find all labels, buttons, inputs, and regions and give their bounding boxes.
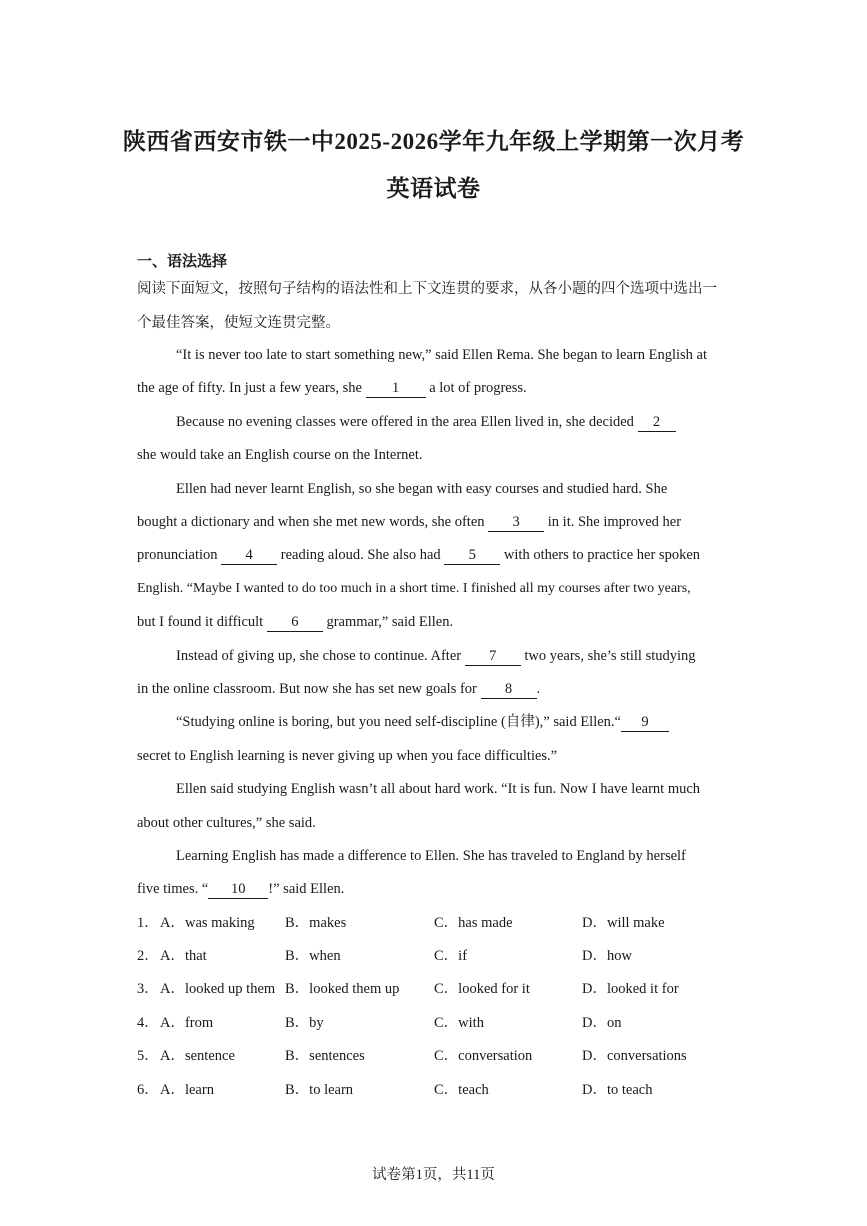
passage-line bbox=[176, 412, 730, 432]
option-a[interactable]: A．sentence bbox=[160, 1048, 235, 1064]
passage-line bbox=[176, 712, 730, 732]
option-a[interactable]: A．that bbox=[160, 948, 207, 964]
passage-line bbox=[137, 512, 730, 532]
passage-line: “It is never too late to start something new,” said Ellen Rema. She began to learn English at bbox=[176, 347, 707, 363]
option-a[interactable]: A．looked up them bbox=[160, 981, 276, 997]
blank-3: 3 bbox=[488, 514, 544, 532]
passage-line bbox=[176, 646, 730, 666]
passage-text: Because no evening classes were offered in the area Ellen lived in, she decided bbox=[176, 414, 634, 430]
page-footer: 试卷第1页，共11页 bbox=[372, 1167, 495, 1183]
option-c[interactable]: C．conversation bbox=[434, 1048, 533, 1064]
instruction-line-2: 个最佳答案，使短文连贯完整。 bbox=[137, 315, 340, 331]
question-row bbox=[137, 979, 730, 999]
option-b[interactable]: B．sentences bbox=[285, 1048, 365, 1064]
blank-5: 5 bbox=[444, 547, 500, 565]
passage-text: reading aloud. She also had bbox=[280, 547, 441, 563]
blank-4: 4 bbox=[221, 547, 277, 565]
instruction-line-1: 阅读下面短文，按照句子结构的语法性和上下文连贯的要求，从各小题的四个选项中选出一 bbox=[137, 281, 717, 297]
passage-text: grammar,” said Ellen. bbox=[326, 614, 454, 630]
question-number: 2． bbox=[137, 948, 159, 964]
passage-line: Learning English has made a difference to Ellen. She has traveled to England by herself bbox=[176, 848, 686, 864]
blank-1: 1 bbox=[366, 380, 426, 398]
question-row bbox=[137, 946, 730, 966]
blank-10: 10 bbox=[208, 881, 268, 899]
passage-text: in it. She improved her bbox=[547, 514, 682, 530]
passage-text: with others to practice her spoken bbox=[503, 547, 701, 563]
passage-line bbox=[137, 612, 730, 632]
option-c[interactable]: C．with bbox=[434, 1015, 484, 1031]
question-number: 5． bbox=[137, 1048, 159, 1064]
passage-line: Ellen had never learnt English, so she began with easy courses and studied hard. She bbox=[176, 481, 668, 497]
blank-7: 7 bbox=[465, 648, 521, 666]
passage-line: Ellen said studying English wasn’t all about hard work. “It is fun. Now I have learnt much bbox=[176, 781, 701, 797]
question-number: 3． bbox=[137, 981, 159, 997]
passage-text: bought a dictionary and when she met new words, she often bbox=[137, 514, 485, 530]
passage-line bbox=[137, 879, 730, 899]
passage-text: two years, she’s still studying bbox=[524, 648, 696, 664]
question-number: 6． bbox=[137, 1082, 159, 1098]
option-d[interactable]: D．conversations bbox=[582, 1048, 687, 1064]
option-b[interactable]: B．when bbox=[285, 948, 341, 964]
passage-text: . bbox=[536, 681, 541, 697]
passage-line bbox=[137, 545, 730, 565]
option-c[interactable]: C．has made bbox=[434, 915, 513, 931]
section-heading: 一、语法选择 bbox=[137, 254, 228, 270]
option-d[interactable]: D．will make bbox=[582, 915, 665, 931]
question-number: 4． bbox=[137, 1015, 159, 1031]
passage-text: the age of fifty. In just a few years, she bbox=[137, 380, 362, 396]
passage-text: “Studying online is boring, but you need self-discipline (自律),” said Ellen.“ bbox=[176, 714, 621, 730]
option-b[interactable]: B．looked them up bbox=[285, 981, 400, 997]
passage-line: secret to English learning is never giving up when you face difficulties.” bbox=[137, 748, 558, 764]
blank-2: 2 bbox=[638, 414, 676, 432]
passage-line bbox=[137, 679, 730, 699]
question-row bbox=[137, 1046, 730, 1066]
question-row bbox=[137, 1013, 730, 1033]
option-d[interactable]: D．on bbox=[582, 1015, 622, 1031]
blank-9: 9 bbox=[621, 714, 669, 732]
option-b[interactable]: B．to learn bbox=[285, 1082, 354, 1098]
question-row bbox=[137, 913, 730, 933]
passage-line: she would take an English course on the Internet. bbox=[137, 447, 423, 463]
passage-text: in the online classroom. But now she has set new goals for bbox=[137, 681, 477, 697]
option-a[interactable]: A．learn bbox=[160, 1082, 214, 1098]
passage-text: five times. “ bbox=[137, 881, 209, 897]
option-c[interactable]: C．teach bbox=[434, 1082, 489, 1098]
option-c[interactable]: C．looked for it bbox=[434, 981, 530, 997]
option-b[interactable]: B．makes bbox=[285, 915, 347, 931]
passage-line: about other cultures,” she said. bbox=[137, 815, 316, 831]
passage-line bbox=[137, 378, 730, 398]
passage-text: a lot of progress. bbox=[429, 380, 527, 396]
option-a[interactable]: A．from bbox=[160, 1015, 214, 1031]
question-row bbox=[137, 1080, 730, 1100]
option-c[interactable]: C．if bbox=[434, 948, 468, 964]
option-a[interactable]: A．was making bbox=[160, 915, 255, 931]
exam-subtitle: 英语试卷 bbox=[386, 176, 481, 201]
passage-text: but I found it difficult bbox=[137, 614, 264, 630]
question-number: 1． bbox=[137, 915, 159, 931]
passage-text: Instead of giving up, she chose to continue. After bbox=[176, 648, 462, 664]
blank-8: 8 bbox=[481, 681, 537, 699]
passage-line: English. “Maybe I wanted to do too much in a short time. I finished all my courses after two years, bbox=[137, 581, 691, 596]
passage-text: !” said Ellen. bbox=[268, 881, 345, 897]
passage-text: pronunciation bbox=[137, 547, 218, 563]
option-d[interactable]: D．how bbox=[582, 948, 632, 964]
exam-title: 陕西省西安市铁一中2025-2026学年九年级上学期第一次月考 bbox=[122, 129, 745, 154]
option-d[interactable]: D．looked it for bbox=[582, 981, 679, 997]
option-b[interactable]: B．by bbox=[285, 1015, 324, 1031]
option-d[interactable]: D．to teach bbox=[582, 1082, 653, 1098]
blank-6: 6 bbox=[267, 614, 323, 632]
